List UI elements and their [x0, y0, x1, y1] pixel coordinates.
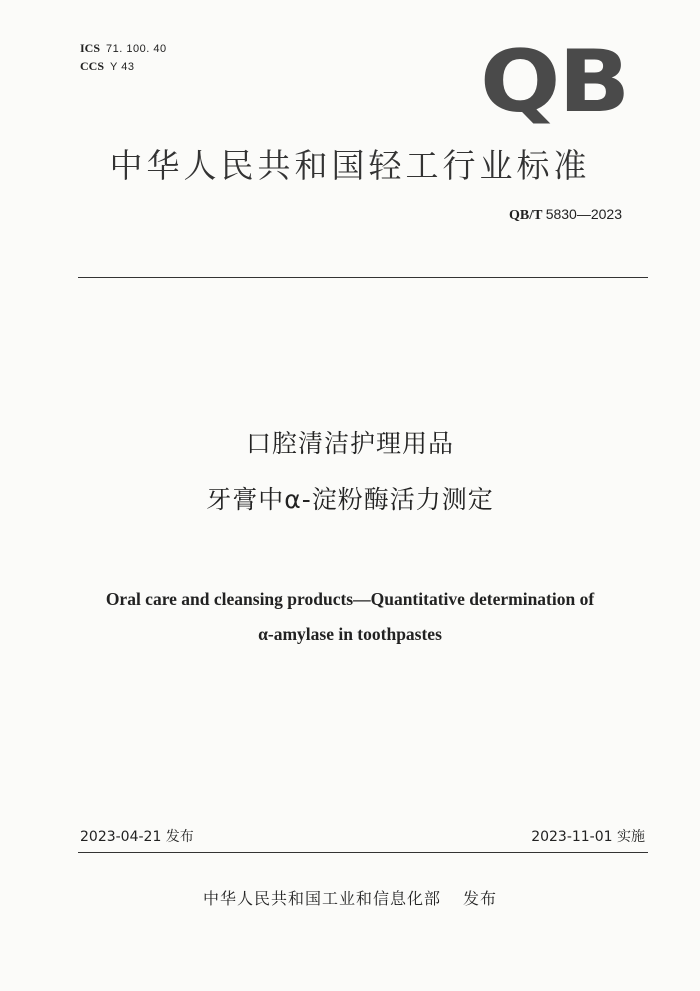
issuing-authority: 中华人民共和国工业和信息化部 发布	[202, 889, 498, 908]
standard-category-title: 中华人民共和国轻工行业标准	[109, 146, 591, 185]
ccs-code: CCS Y 43	[80, 59, 135, 73]
publish-date: 2023-04-21 发布	[80, 829, 194, 845]
header-divider	[78, 277, 648, 278]
footer-divider	[78, 852, 648, 853]
qb-logo: QB	[480, 32, 629, 132]
classification-codes	[80, 40, 167, 76]
implement-date: 2023-11-01 实施	[531, 829, 645, 845]
standard-number: QB/T 5830—2023	[509, 206, 622, 223]
title-cn-line2: 牙膏中α-淀粉酶活力测定	[206, 485, 494, 514]
ics-code: ICS 71. 100. 40	[80, 41, 167, 55]
title-en-line2: α-amylase in toothpastes	[258, 624, 442, 644]
title-cn-line1: 口腔清洁护理用品	[245, 429, 454, 458]
title-en-line1: Oral care and cleansing products—Quantitative determination of	[105, 589, 595, 609]
